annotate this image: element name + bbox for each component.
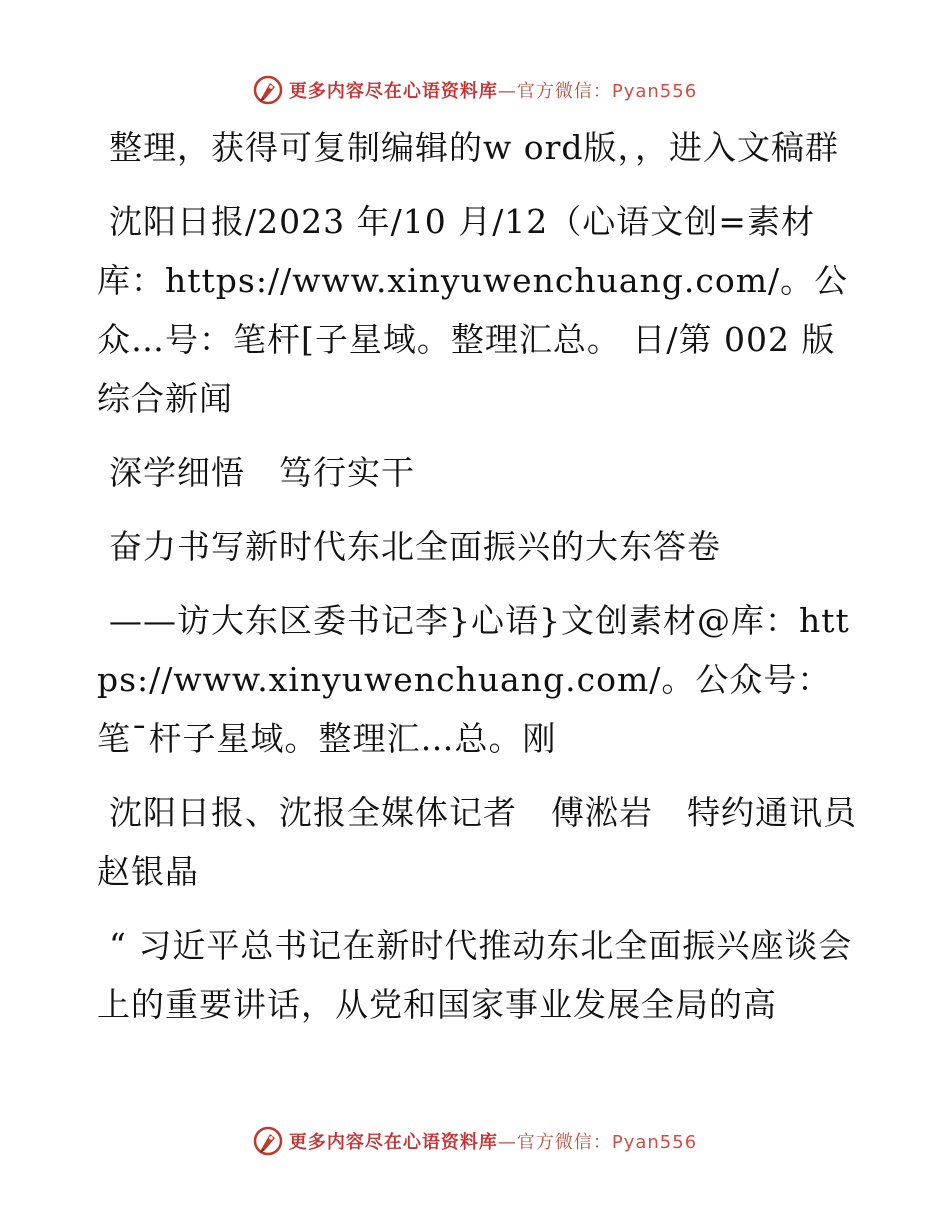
banner-wechat-id: Pyan556	[611, 81, 698, 102]
pen-nib-logo-icon	[253, 1126, 283, 1156]
paragraph-intro: 整理，获得可复制编辑的w ord版，，进入文稿群	[109, 128, 840, 167]
paragraph-interview: ——访大东区委书记李}心语}文创素材@库：https://www.xinyuwenchuang.com/。公众号：笔¯杆子星域。整理汇…总。刚	[97, 601, 850, 758]
footer-watermark-banner	[0, 1121, 950, 1161]
paragraph-byline: 沈阳日报、沈报全媒体记者 傅淞岩 特约通讯员 赵银晶	[97, 793, 891, 891]
banner-wechat-label: 官方微信：	[516, 81, 612, 102]
pen-nib-logo-icon	[253, 75, 283, 105]
banner-dash: —	[497, 81, 517, 102]
banner-wechat-label: 官方微信：	[516, 1132, 612, 1153]
banner-brand-text: 更多内容尽在心语资料库	[288, 81, 498, 102]
paragraph-source: 沈阳日报/2023 年/10 月/12（心语文创=素材库：https://www.xinyuwenchuang.com/。公众…号：笔杆[子星域。整理汇总。 日/第 002 版综合新闻	[97, 202, 849, 418]
banner-wechat-id: Pyan556	[611, 1132, 698, 1153]
banner-brand-text: 更多内容尽在心语资料库	[288, 1132, 498, 1153]
paragraph-headline: 深学细悟 笃行实干	[109, 453, 415, 492]
header-watermark-banner	[0, 70, 950, 110]
paragraph-subheadline: 奋力书写新时代东北全面振兴的大东答卷	[109, 527, 721, 566]
banner-dash: —	[497, 1132, 517, 1153]
paragraph-body: “ 习近平总书记在新时代推动东北全面振兴座谈会上的重要讲话，从党和国家事业发展全局的高	[97, 926, 853, 1024]
document-body	[97, 118, 891, 1049]
